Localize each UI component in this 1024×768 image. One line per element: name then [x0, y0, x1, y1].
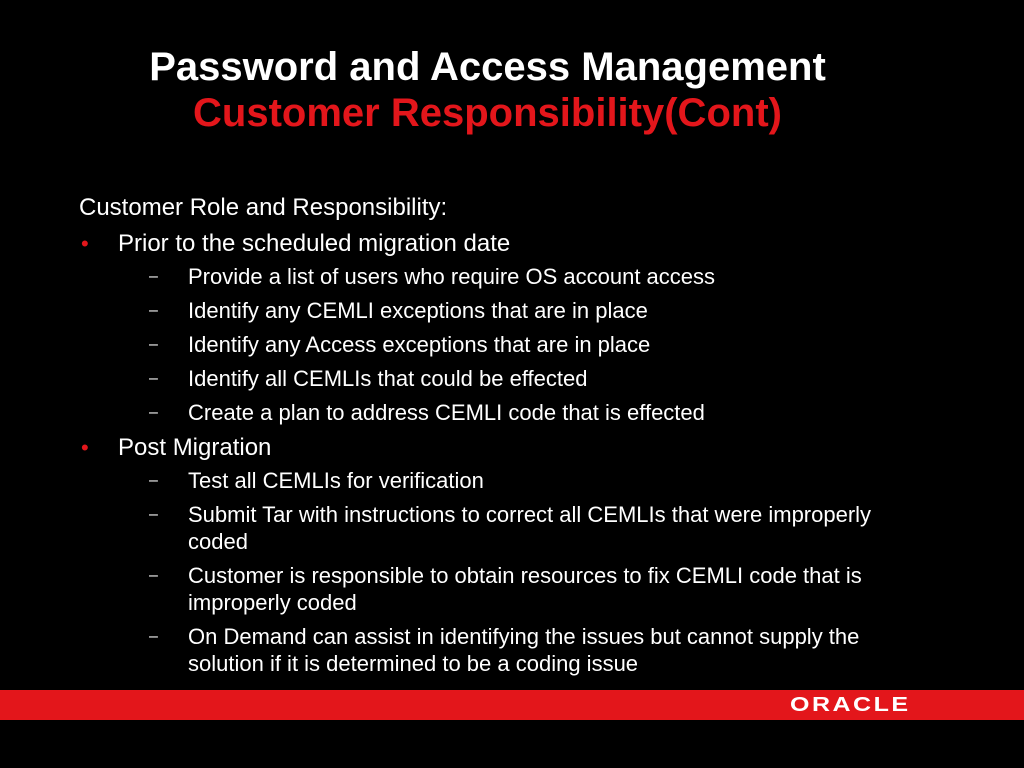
list-item — [79, 562, 928, 616]
slide-subtitle: Customer Responsibility(Cont) — [193, 91, 782, 135]
dash-icon: – — [149, 628, 158, 645]
dash-icon: – — [149, 336, 158, 353]
dash-icon: – — [149, 370, 158, 387]
list-item-text: Provide a list of users who require OS account access — [188, 264, 716, 289]
list-item-text: Identify any Access exceptions that are in place — [188, 332, 651, 357]
dash-icon: – — [149, 268, 158, 285]
oracle-logo: ORACLE — [790, 694, 911, 716]
slide-body — [79, 193, 959, 684]
bullet-icon: • — [81, 231, 89, 256]
list-item-text: Submit Tar with instructions to correct all CEMLIs that were improperly coded — [188, 502, 872, 554]
list-item-text: Identify any CEMLI exceptions that are in place — [188, 298, 648, 323]
list-item — [79, 399, 928, 426]
list-item — [79, 263, 928, 290]
list-item — [79, 365, 928, 392]
section-heading — [79, 433, 959, 463]
dash-icon: – — [149, 404, 158, 421]
dash-icon: – — [149, 472, 158, 489]
dash-icon: – — [149, 302, 158, 319]
list-item-text: Test all CEMLIs for verification — [188, 468, 484, 493]
list-item-text: Customer is responsible to obtain resources to fix CEMLI code that is improperly coded — [188, 563, 862, 615]
title-block — [0, 44, 975, 136]
list-item — [79, 331, 928, 358]
list-item — [79, 297, 928, 324]
intro-text: Customer Role and Responsibility: — [79, 194, 448, 221]
list-item — [79, 623, 928, 677]
list-item — [79, 501, 928, 555]
bullet-icon: • — [81, 435, 89, 460]
list-item — [79, 467, 928, 494]
dash-icon: – — [149, 506, 158, 523]
list-item-text: Create a plan to address CEMLI code that is effected — [188, 400, 705, 425]
list-item-text: Identify all CEMLIs that could be effected — [188, 366, 588, 391]
section-heading-label: Prior to the scheduled migration date — [118, 230, 511, 257]
slide-title: Password and Access Management — [149, 45, 826, 89]
section-heading-label: Post Migration — [118, 434, 272, 461]
section-heading — [79, 229, 959, 259]
list-item-text: On Demand can assist in identifying the issues but cannot supply the solution if it is determined to be a coding issue — [188, 624, 860, 676]
dash-icon: – — [149, 567, 158, 584]
